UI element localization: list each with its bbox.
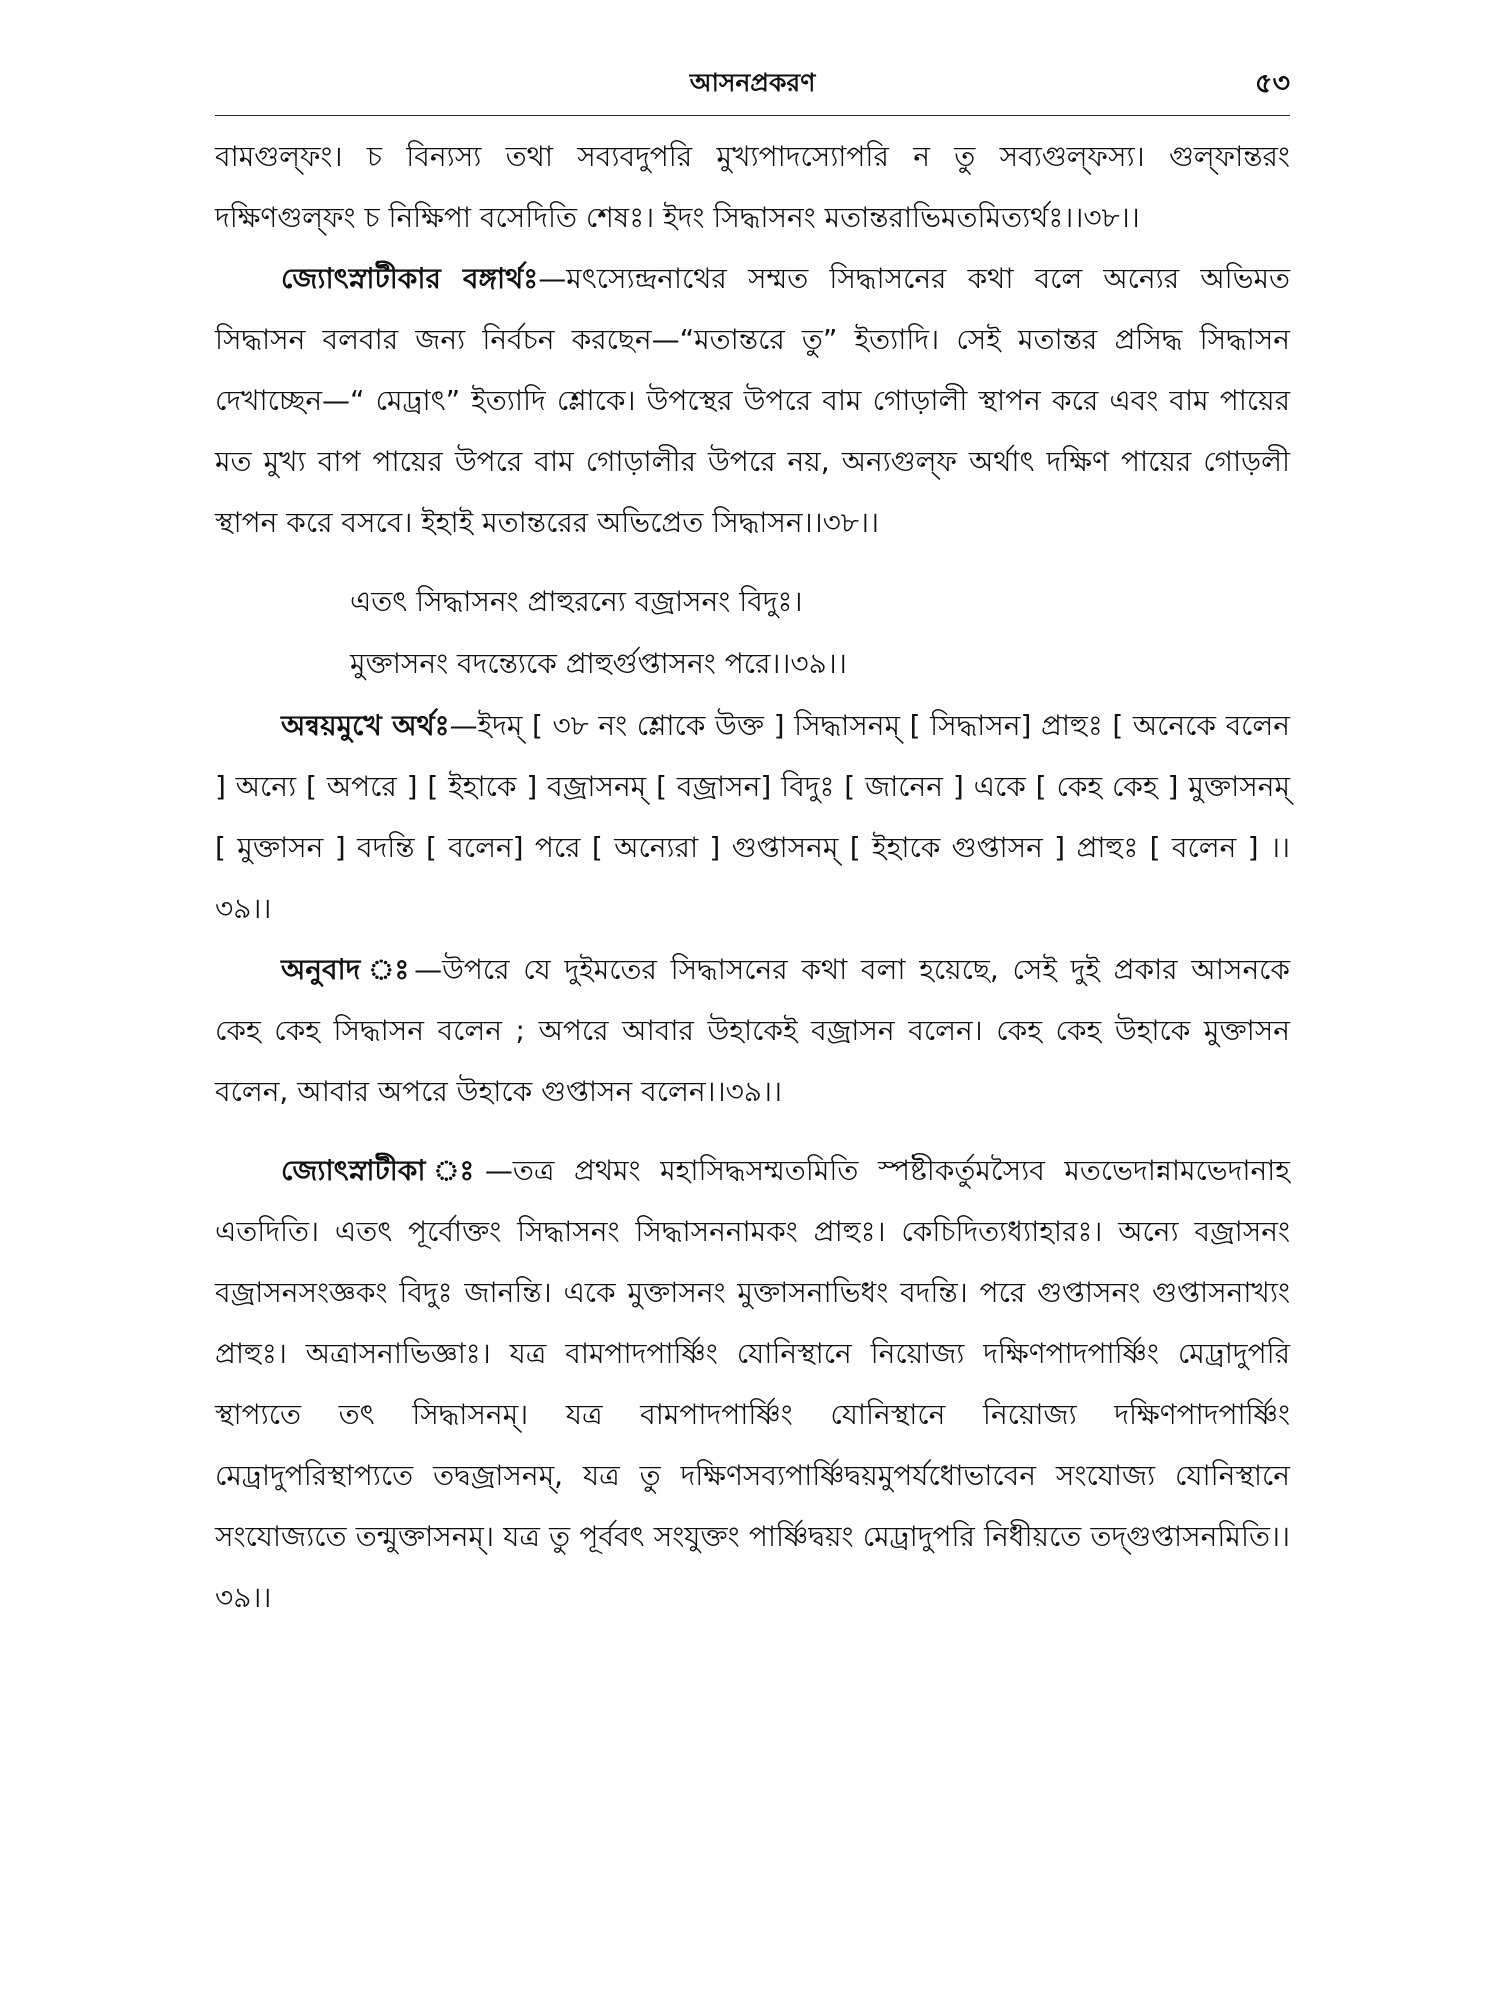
translation-paragraph (215, 939, 1290, 1122)
running-title: আসনপ্রকরণ (689, 68, 816, 97)
page-number: ৫৩ (1254, 68, 1290, 99)
page-body (215, 116, 1290, 1628)
translation-label: অনুবাদ ঃ (281, 953, 415, 986)
bengali-meaning-paragraph (215, 248, 1290, 553)
translation-text: —উপরে যে দুইমতের সিদ্ধাসনের কথা বলা হয়েছে, সেই দুই প্রকার আসনকে কেহ কেহ সিদ্ধাসন বলেন ; অপরে আবার উহাকেই বজ্রাসন বলেন। কেহ কেহ উহাকে মুক্তাসন বলেন, আবার অপরে উহাকে গুপ্তাসন বলেন।।৩৯।। (215, 953, 1291, 1108)
word-meaning-paragraph (215, 695, 1290, 939)
bengali-meaning-label: জ্যোৎস্নাটীকার বঙ্গার্থঃ (281, 262, 539, 295)
bengali-meaning-text: —মৎস্যেন্দ্রনাথের সম্মত সিদ্ধাসনের কথা বলে অন্যের অভিমত সিদ্ধাসন বলবার জন্য নির্বচন করছেন—“মতান্তরে তু” ইত্যাদি। সেই মতান্তর প্রসিদ্ধ সিদ্ধাসন দেখাচ্ছেন—“ মেঢ্রাৎ” ইত্যাদি শ্লোকে। উপস্থের উপরে বাম গোড়ালী স্থাপন করে এবং বাম পায়ের মত মুখ্য বাপ পায়ের উপরে বাম গোড়ালীর উপরে নয়, অন্যগুল্‌ফ অর্থাৎ দক্ষিণ পায়ের গোড়লী স্থাপন করে বসবে। ইহাই মতান্তরের অভিপ্রেত সিদ্ধাসন।।৩৮।। (215, 262, 1290, 539)
verse-line-2: মুক্তাসনং বদন্ত্যেকে প্রাহুর্গুপ্তাসনং পরে।।৩৯।। (350, 647, 847, 680)
verse-line-1: এতৎ সিদ্ধাসনং প্রাহুরন্যে বজ্রাসনং বিদুঃ। (350, 585, 803, 618)
commentary-label: জ্যোৎস্নাটীকা ঃ (281, 1154, 485, 1187)
commentary-paragraph-continued: বামগুল্‌ফং। চ বিন্যস্য তথা সব্যবদুপরি মুখ্যপাদস্যোপরি ন তু সব্যগুল্‌ফস্য। গুল্‌ফান্তরং দক্ষিণগুল্‌ফং চ নিক্ষিপা বসেদিতি শেষঃ। ইদং সিদ্ধাসনং মতান্তরাভিমতমিত্যর্থঃ।।৩৮।। (215, 140, 1290, 234)
commentary-paragraph (215, 1140, 1290, 1628)
book-page (215, 55, 1290, 1995)
word-meaning-text: —ইদম্‌ [ ৩৮ নং শ্লোকে উক্ত ] সিদ্ধাসনম্‌ [ সিদ্ধাসন] প্রাহুঃ [ অনেকে বলেন ] অন্যে [ অপরে ] [ ইহাকে ] বজ্রাসনম্‌ [ বজ্রাসন] বিদুঃ [ জানেন ] একে [ কেহ কেহ ] মুক্তাসনম্‌ [ মুক্তাসন ] বদন্তি [ বলেন] পরে [ অন্যেরা ] গুপ্তাসনম্‌ [ ইহাকে গুপ্তাসন ] প্রাহুঃ [ বলেন ] ।।৩৯।। (215, 709, 1290, 925)
page-header (215, 55, 1290, 116)
word-meaning-label: অন্বয়মুখে অর্থঃ (281, 709, 450, 742)
commentary-text: —তত্র প্রথমং মহাসিদ্ধসম্মতমিতি স্পষ্টীকর্তুমস্যৈব মতভেদান্নামভেদানাহ এতদিতি। এতৎ পূর্বোক্তং সিদ্ধাসনং সিদ্ধাসননামকং প্রাহুঃ। কেচিদিত্যধ্যাহারঃ। অন্যে বজ্রাসনং বজ্রাসনসংজ্ঞকং বিদুঃ জানন্তি। একে মুক্তাসনং মুক্তাসনাভিধং বদন্তি। পরে গুপ্তাসনং গুপ্তাসনাখ্যং প্রাহুঃ। অত্রাসনাভিজ্ঞাঃ। যত্র বামপাদপার্ষ্ণিং যোনিস্থানে নিয়োজ্য দক্ষিণপাদপার্ষ্ণিং মেঢ্রাদুপরি স্থাপ্যতে তৎ সিদ্ধাসনম্‌। যত্র বামপাদপার্ষ্ণিং যোনিস্থানে নিয়োজ্য দক্ষিণপাদপার্ষ্ণিং মেঢ্রাদুপরিস্থাপ্যতে তদ্বজ্রাসনম্‌, যত্র তু দক্ষিণসব্যপার্ষ্ণিদ্বয়মুপর্যধোভাবেন সংযোজ্য যোনিস্থানে সংযোজ্যতে তন্মুক্তাসনম্‌। যত্র তু পূর্ববৎ সংযুক্তং পার্ষ্ণিদ্বয়ং মেঢ্রাদুপরি নিধীয়তে তদ্‌গুপ্তাসনমিতি।।৩৯।। (215, 1154, 1290, 1614)
